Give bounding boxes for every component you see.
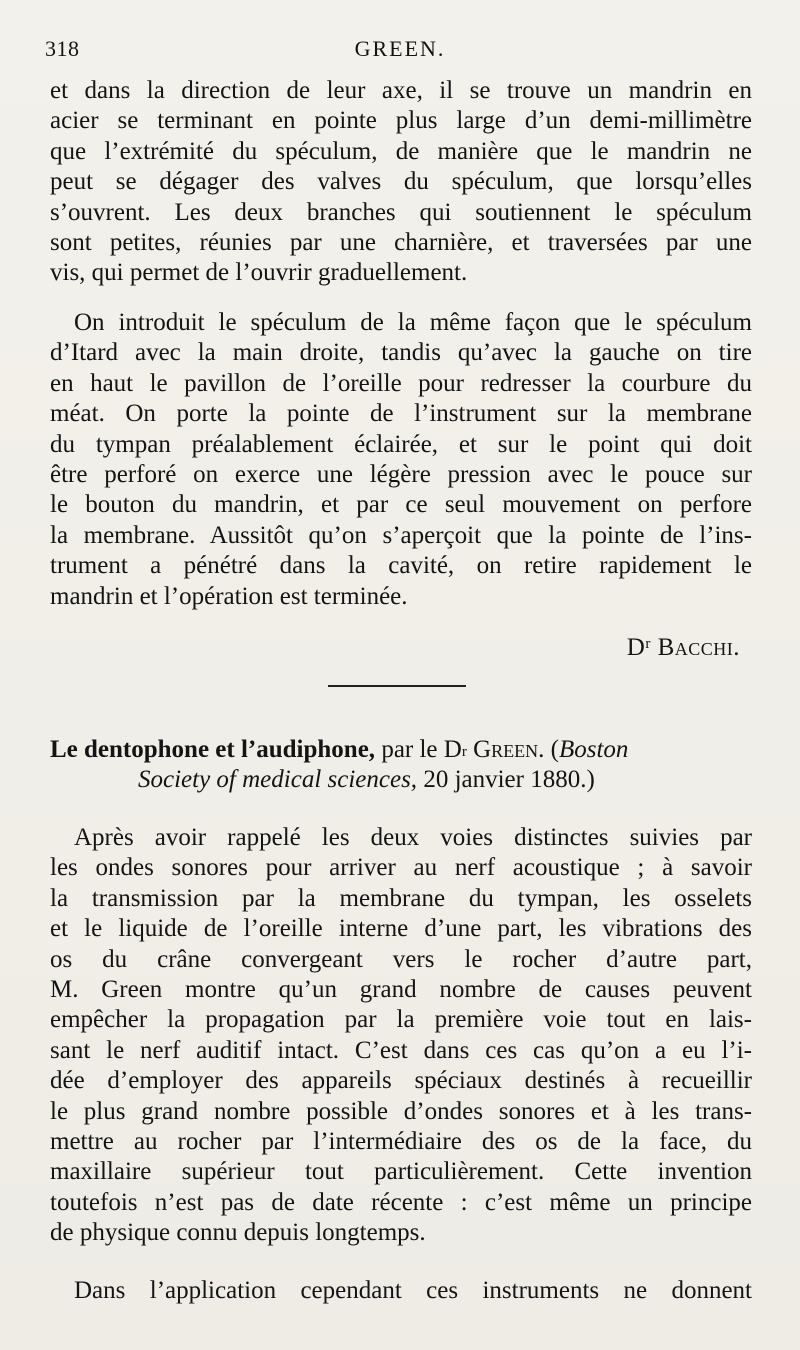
text-line: acier se terminant en pointe plus large d’un demi-millimètre: [50, 107, 752, 135]
signature-prefix: D: [626, 634, 646, 661]
article-by: par le D: [375, 736, 462, 763]
author-signature: [627, 634, 740, 662]
text-line: M. Green montre qu’un grand nombre de causes peuvent: [50, 976, 752, 1004]
text-line: On introduit le spéculum de la même façon que le spéculum: [74, 309, 752, 336]
text-line: d’Itard avec la main droite, tandis qu’avec la gauche on tire: [50, 339, 752, 367]
paragraph-3: [50, 823, 752, 1249]
text-line: empêcher la propagation par la première voie tout en lais-: [50, 1006, 752, 1034]
text-line: Dans l’application cependant ces instruments ne donnent: [74, 1277, 752, 1304]
text-line: mettre au rocher par l’intermédiaire des os de la face, du: [50, 1128, 752, 1156]
article-date: 20 janvier 1880.): [417, 766, 595, 794]
text-line: maxillaire supérieur tout particulièrement. Cette invention: [50, 1158, 752, 1186]
article-source-open: (: [544, 736, 559, 763]
text-line: dée d’employer des appareils spéciaux destinés à recueillir: [50, 1067, 752, 1095]
text-line: et le liquide de l’oreille interne d’une part, les vibrations des: [50, 915, 752, 943]
paragraph-1: [50, 76, 752, 289]
text-line: la transmission par la membrane du tympan, les osselets: [50, 884, 752, 912]
article-title: Le dentophone et l’audiphone,: [50, 736, 376, 763]
text-line: peut se dégager des valves du spéculum, que lorsqu’elles: [50, 168, 752, 196]
text-line: les ondes sonores pour arriver au nerf acoustique ; à savoir: [50, 854, 752, 882]
text-line: la membrane. Aussitôt qu’on s’aperçoit que la pointe de l’ins-: [50, 521, 752, 549]
text-line: trument a pénétré dans la cavité, on retire rapidement le: [50, 552, 752, 580]
page-number: 318: [45, 36, 80, 61]
text-line: de physique connu depuis longtemps.: [50, 1219, 426, 1247]
text-line: le bouton du mandrin, et par ce seul mouvement on perfore: [50, 491, 752, 519]
paragraph-4: [50, 1276, 752, 1306]
text-line: sant le nerf auditif intact. C’est dans ces cas qu’on a eu l’i-: [50, 1036, 752, 1064]
text-line: mandrin et l’opération est terminée.: [50, 582, 408, 610]
running-title: GREEN.: [354, 36, 446, 61]
article-heading: [50, 735, 760, 796]
text-line: que l’extrémité du spéculum, de manière que le mandrin ne: [50, 137, 752, 165]
article-source-line2: Society of medical sciences,: [138, 766, 418, 794]
article-by-superscript: r: [461, 744, 467, 760]
signature-name: Bacchi.: [657, 634, 740, 661]
text-line: méat. On porte la pointe de l’instrument sur la membrane: [50, 400, 752, 428]
signature-superscript: r: [645, 636, 651, 652]
text-line: os du crâne convergeant vers le rocher d’autre part,: [50, 945, 752, 973]
article-source-line1: Boston: [558, 736, 629, 763]
text-line: et dans la direction de leur axe, il se trouve un mandrin en: [50, 77, 752, 104]
section-divider: [328, 685, 466, 687]
text-line: le plus grand nombre possible d’ondes sonores et à les trans-: [50, 1097, 752, 1125]
text-line: être perforé on exerce une légère pression avec le pouce sur: [50, 461, 752, 489]
page-header: [45, 36, 755, 66]
text-line: du tympan préalablement éclairée, et sur le point qui doit: [50, 430, 752, 458]
text-line: Après avoir rappelé les deux voies distinctes suivies par: [74, 824, 752, 851]
text-line: vis, qui permet de l’ouvrir graduellement.: [50, 259, 468, 287]
article-author: Green.: [466, 736, 545, 763]
text-line: sont petites, réunies par une charnière, et traversées par une: [50, 229, 752, 257]
paragraph-2: [50, 308, 752, 612]
text-line: s’ouvrent. Les deux branches qui soutiennent le spéculum: [50, 198, 752, 226]
text-line: en haut le pavillon de l’oreille pour redresser la courbure du: [50, 369, 752, 397]
text-line: toutefois n’est pas de date récente : c’est même un principe: [50, 1188, 752, 1216]
